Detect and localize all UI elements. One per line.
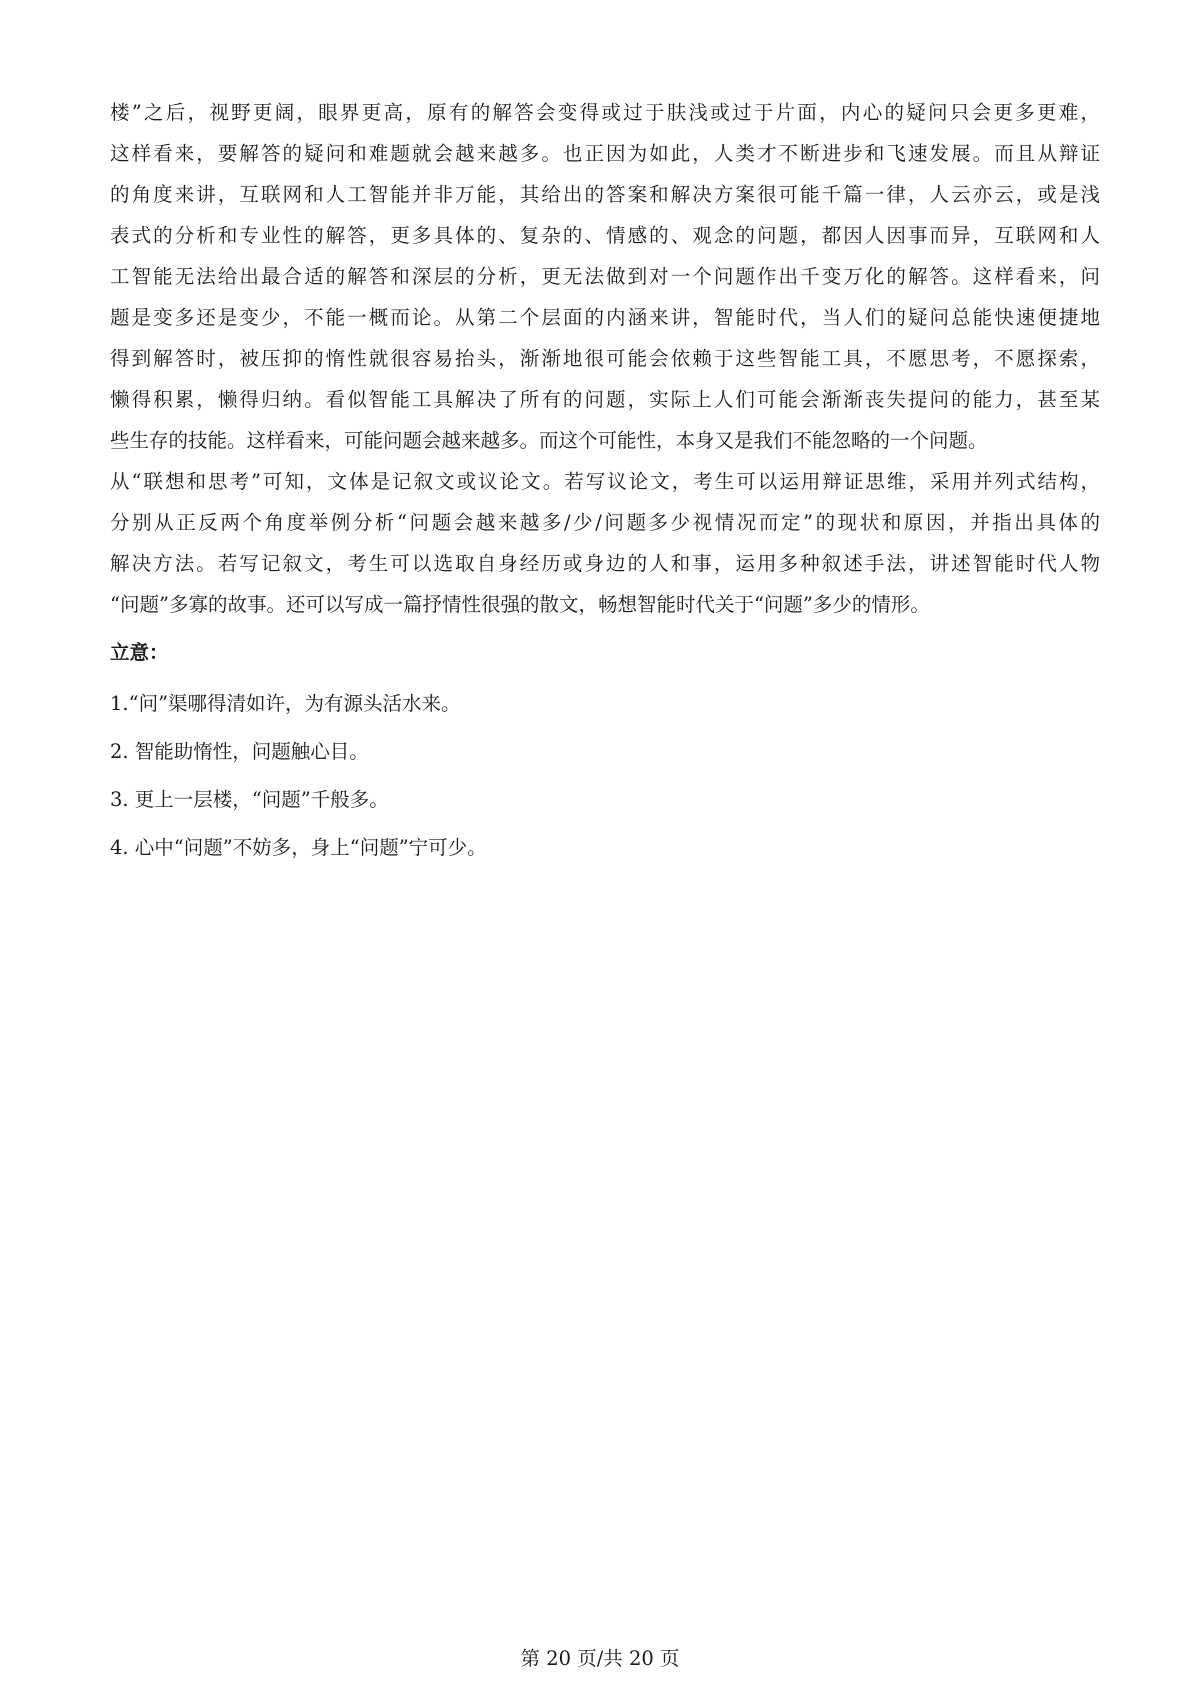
text-line: “问题”多寡的故事。还可以写成一篇抒情性很强的散文，畅想智能时代关于“问题”多少的情形。 bbox=[110, 593, 930, 616]
theme-list bbox=[110, 680, 1100, 872]
text-line: 表式的分析和专业性的解答，更多具体的、复杂的、情感的、观念的问题，都因人因事而异，互联网和人 bbox=[110, 224, 1100, 247]
text-line: 从“联想和思考”可知，文体是记叙文或议论文。若写议论文，考生可以运用辩证思维，采用并列式结构， bbox=[110, 470, 1100, 493]
list-item: 1.“问”渠哪得清如许，为有源头活水来。 bbox=[110, 692, 461, 715]
text-line: 工智能无法给出最合适的解答和深层的分析，更无法做到对一个问题作出千变万化的解答。这样看来，问 bbox=[110, 265, 1100, 288]
text-line: 得到解答时，被压抑的惰性就很容易抬头，渐渐地很可能会依赖于这些智能工具，不愿思考，不愿探索， bbox=[110, 347, 1100, 370]
body-paragraph bbox=[110, 92, 1100, 625]
list-item: 2. 智能助惰性，问题触心目。 bbox=[110, 740, 369, 763]
list-item: 3. 更上一层楼，“问题”千般多。 bbox=[110, 788, 389, 811]
text-line: 楼”之后，视野更阔，眼界更高，原有的解答会变得或过于肤浅或过于片面，内心的疑问只会更多更难， bbox=[110, 101, 1100, 124]
text-line: 题是变多还是变少，不能一概而论。从第二个层面的内涵来讲，智能时代，当人们的疑问总能快速便捷地 bbox=[110, 306, 1100, 329]
theme-section bbox=[110, 632, 1100, 872]
section-heading: 立意： bbox=[110, 641, 169, 664]
text-line: 这样看来，要解答的疑问和难题就会越来越多。也正因为如此，人类才不断进步和飞速发展。而且从辩证 bbox=[110, 142, 1100, 165]
text-line: 的角度来讲，互联网和人工智能并非万能，其给出的答案和解决方案很可能千篇一律，人云亦云，或是浅 bbox=[110, 183, 1100, 206]
page-number: 第 20 页/共 20 页 bbox=[520, 1647, 680, 1670]
text-line: 懒得积累，懒得归纳。看似智能工具解决了所有的问题，实际上人们可能会渐渐丧失提问的能力，甚至某 bbox=[110, 388, 1100, 411]
document-content bbox=[110, 92, 1100, 872]
list-item: 4. 心中“问题”不妨多，身上“问题”宁可少。 bbox=[110, 836, 487, 859]
text-line: 些生存的技能。这样看来，可能问题会越来越多。而这个可能性，本身又是我们不能忽略的一个问题。 bbox=[110, 429, 988, 452]
text-line: 分别从正反两个角度举例分析“问题会越来越多/少/问题多少视情况而定”的现状和原因，并指出具体的 bbox=[110, 511, 1100, 534]
text-line: 解决方法。若写记叙文，考生可以选取自身经历或身边的人和事，运用多种叙述手法，讲述智能时代人物 bbox=[110, 552, 1100, 575]
